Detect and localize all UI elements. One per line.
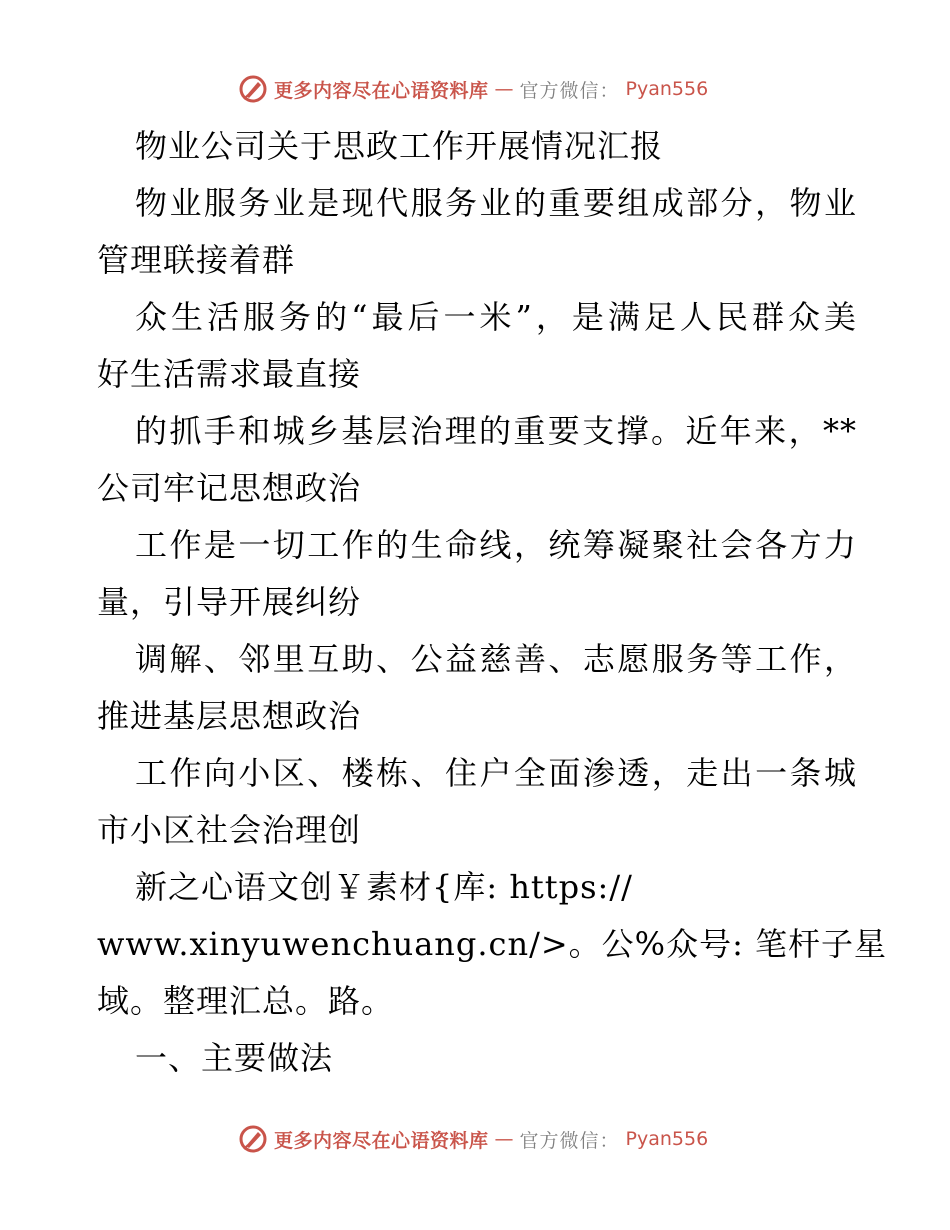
document-title: 物业公司关于思政工作开展情况汇报 bbox=[135, 127, 664, 165]
text-line: 物业服务业是现代服务业的重要组成部分，物业 bbox=[135, 184, 857, 222]
watermark-official-label: 官方微信： bbox=[519, 79, 620, 102]
text-line: 工作向小区、楼栋、住户全面渗透，走出一条城 bbox=[135, 754, 857, 792]
text-line: 推进基层思想政治 bbox=[97, 697, 362, 735]
document-body bbox=[97, 118, 888, 1087]
watermark-brand: 更多内容尽在心语资料库 bbox=[274, 1129, 489, 1152]
text-line: 众生活服务的“最后一米”，是满足人民群众美 bbox=[135, 298, 857, 336]
text-line: 量，引导开展纠纷 bbox=[97, 583, 362, 621]
watermark-official-label: 官方微信： bbox=[519, 1129, 620, 1152]
section-heading: 一、主要做法 bbox=[135, 1039, 334, 1077]
red-quill-logo-icon bbox=[238, 74, 268, 104]
text-line: 的抓手和城乡基层治理的重要支撑。近年来，** bbox=[135, 412, 857, 450]
text-line: 调解、邻里互助、公益慈善、志愿服务等工作， bbox=[135, 640, 857, 678]
watermark-separator: — bbox=[494, 78, 514, 100]
text-line: 好生活需求最直接 bbox=[97, 355, 362, 393]
text-line: 域。整理汇总。路。 bbox=[97, 982, 395, 1020]
text-line: 市小区社会治理创 bbox=[97, 811, 362, 849]
text-line: www.xinyuwenchuang.cn/>。公%众号: 笔杆子星 bbox=[97, 925, 888, 963]
watermark-brand: 更多内容尽在心语资料库 bbox=[274, 79, 489, 102]
watermark-wechat-id: Pyan556 bbox=[625, 1128, 709, 1150]
watermark-wechat-id: Pyan556 bbox=[625, 78, 709, 100]
red-quill-logo-icon bbox=[238, 1124, 268, 1154]
text-line: 工作是一切工作的生命线，统筹凝聚社会各方力 bbox=[135, 526, 857, 564]
text-line: 新之心语文创￥素材{库: https:// bbox=[135, 868, 633, 906]
text-line: 管理联接着群 bbox=[97, 241, 296, 279]
header-watermark bbox=[238, 74, 708, 104]
text-line: 公司牢记思想政治 bbox=[97, 469, 362, 507]
watermark-separator: — bbox=[494, 1128, 514, 1150]
footer-watermark bbox=[238, 1124, 708, 1154]
